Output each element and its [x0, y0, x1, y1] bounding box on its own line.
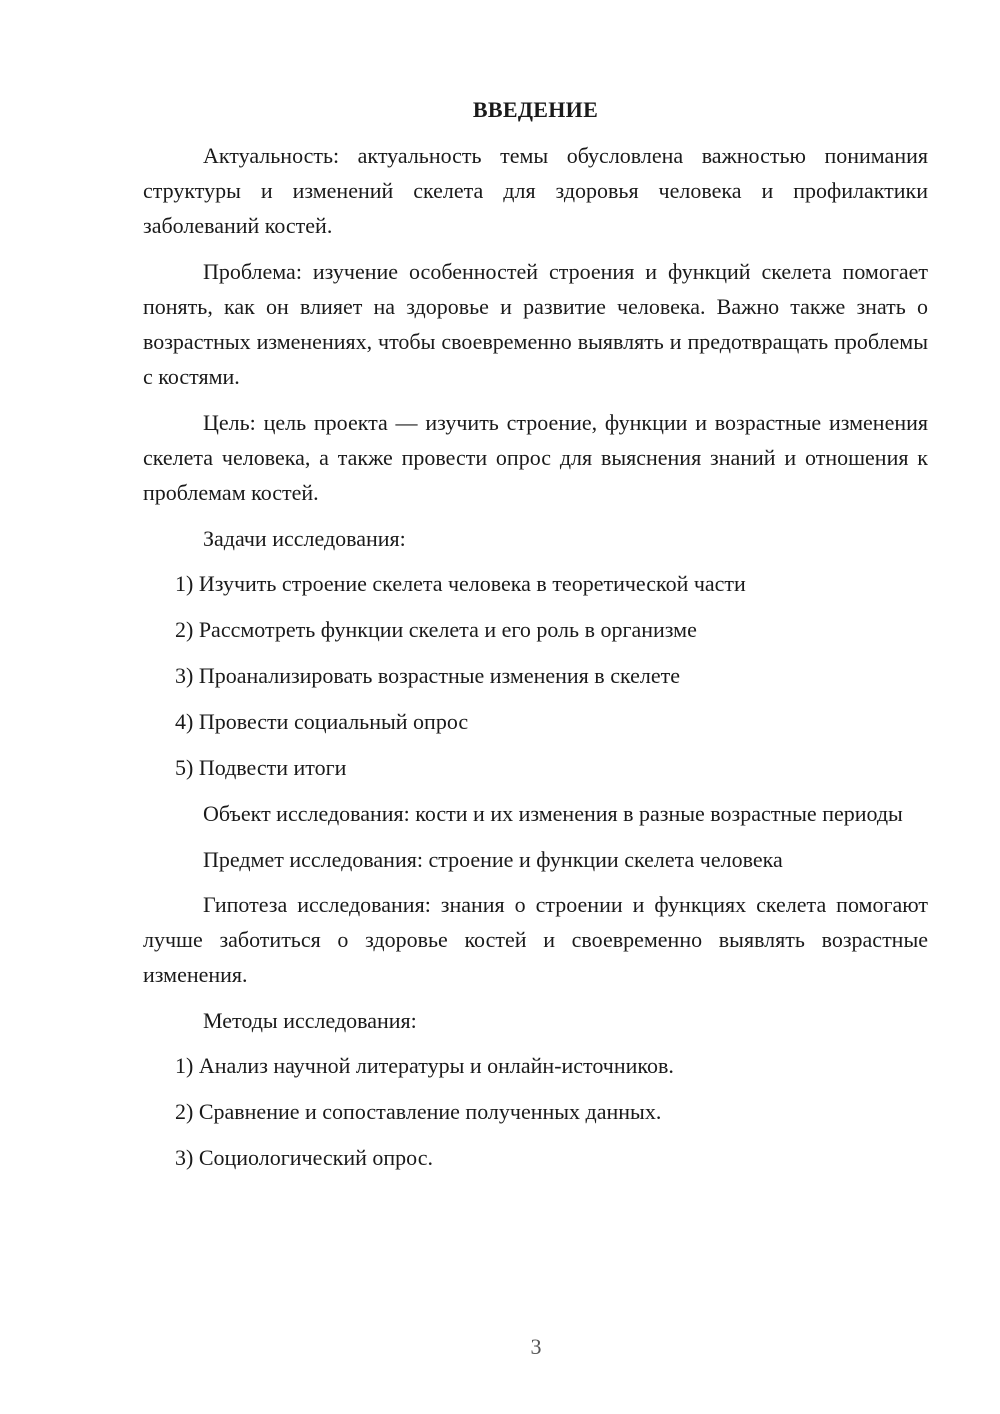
list-item: 5) Подвести итоги: [175, 755, 347, 780]
methods-list: [143, 1048, 928, 1175]
relevance-paragraph: Актуальность: актуальность темы обусловлена важностью понимания структуры и изменений скелета для здоровья человека и профилактики заболеваний костей.: [143, 143, 928, 238]
list-item: 4) Провести социальный опрос: [175, 709, 469, 734]
methods-heading: Методы исследования:: [203, 1008, 417, 1033]
object-paragraph: Объект исследования: кости и их изменения в разные возрастные периоды: [203, 801, 903, 826]
page-number: 3: [530, 1334, 542, 1359]
tasks-heading: Задачи исследования:: [203, 526, 406, 551]
hypothesis-paragraph: Гипотеза исследования: знания о строении и функциях скелета помогают лучше заботиться о здоровье костей и своевременно выявлять возрастные изменения.: [143, 892, 928, 987]
list-item: 3) Социологический опрос.: [175, 1145, 433, 1170]
section-title: ВВЕДЕНИЕ: [472, 97, 599, 122]
list-item: 2) Сравнение и сопоставление полученных данных.: [175, 1099, 662, 1124]
list-item: 3) Проанализировать возрастные изменения в скелете: [175, 663, 680, 688]
document-page: [143, 95, 928, 1186]
list-item: 1) Анализ научной литературы и онлайн-источников.: [175, 1053, 674, 1078]
subject-paragraph: Предмет исследования: строение и функции скелета человека: [203, 847, 783, 872]
goal-paragraph: Цель: цель проекта — изучить строение, функции и возрастные изменения скелета человека, а также провести опрос для выяснения знаний и отношения к проблемам костей.: [143, 410, 928, 505]
list-item: 2) Рассмотреть функции скелета и его роль в организме: [175, 617, 697, 642]
tasks-list: [143, 566, 928, 785]
problem-paragraph: Проблема: изучение особенностей строения и функций скелета помогает понять, как он влияет на здоровье и развитие человека. Важно также знать о возрастных изменениях, чтобы своевременно выявлять и предотвращать проблемы с костями.: [143, 259, 928, 389]
list-item: 1) Изучить строение скелета человека в теоретической части: [175, 571, 746, 596]
